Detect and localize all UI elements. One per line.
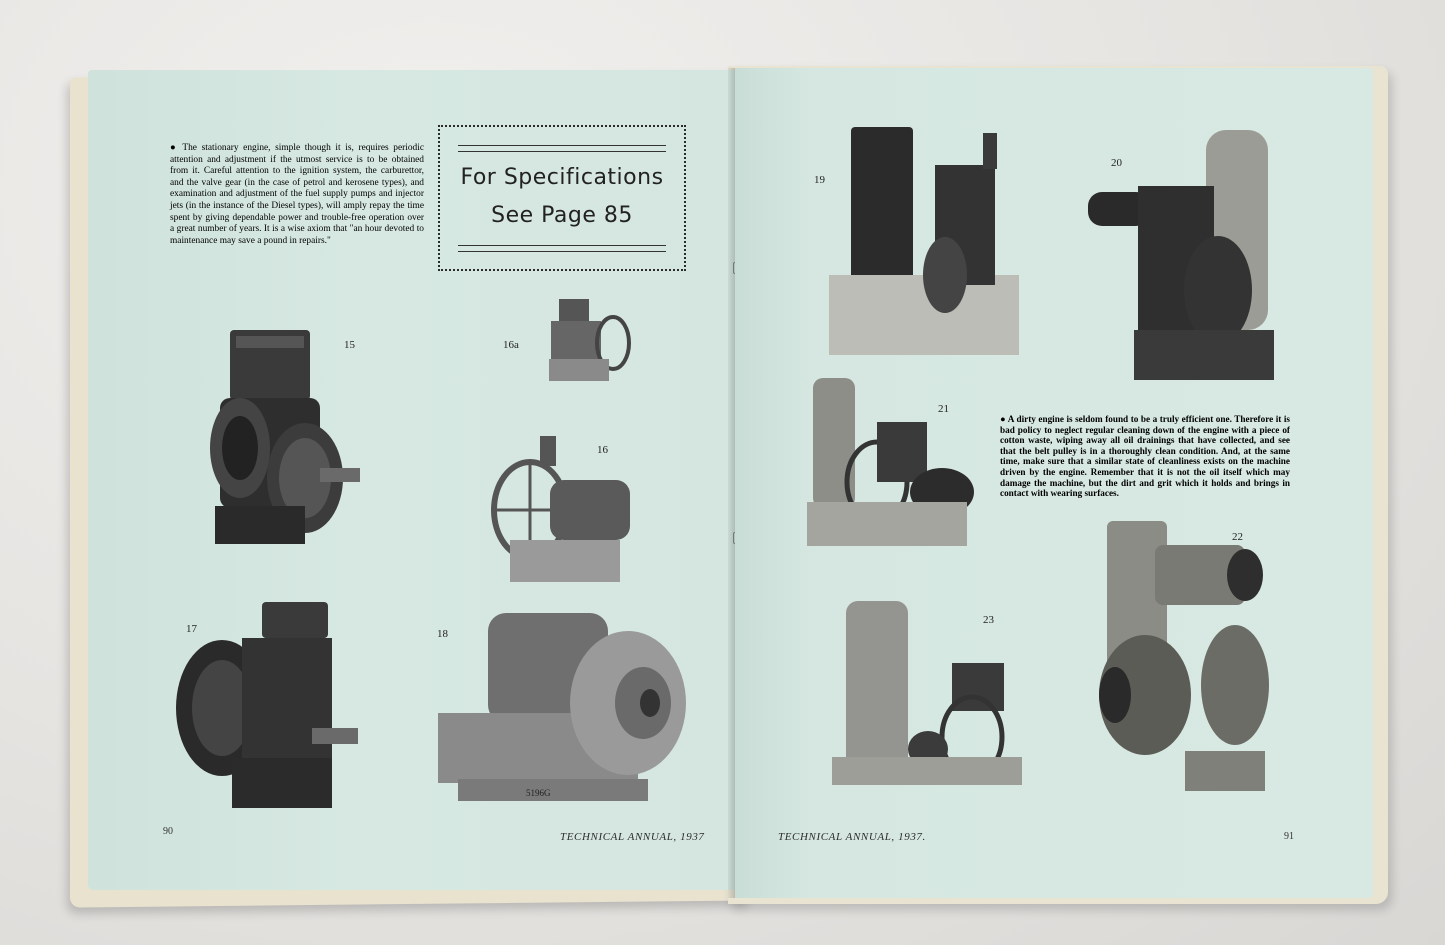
figure-number-15: 15 [344, 339, 355, 351]
right-folio: 91 [1284, 831, 1294, 842]
engine-figure-15 [190, 318, 370, 548]
left-running-head: TECHNICAL ANNUAL, 1937 [560, 831, 705, 843]
figure-number-16a: 16a [503, 339, 519, 351]
spec-box-line-2: See Page 85 [491, 203, 633, 228]
figure-number-21: 21 [938, 403, 949, 415]
engine-figure-20 [1088, 130, 1283, 385]
right-running-head: TECHNICAL ANNUAL, 1937. [778, 831, 926, 843]
maintenance-paragraph: ● The stationary engine, simple though it is, requires periodic attention and adjustment if the utmost service is to be obtained from it. Careful attention to the ignition system, the carburettor, and the valve gear (in the case of petrol and kerosene types), and examination and adjustment of the fuel supply pumps and injector jets (in the instance of the Diesel types), will amply repay the time spent by giving dependable power and trouble-free operation over a great number of years. It is a wise axiom that "an hour devoted to maintenance may save a pound in repairs." [170, 143, 424, 246]
left-folio: 90 [163, 826, 173, 837]
engine-figure-21 [807, 372, 987, 552]
spec-box-line-1: For Specifications [460, 165, 664, 190]
figure-number-17: 17 [186, 623, 197, 635]
engine-figure-18 [428, 603, 698, 808]
figure-number-22: 22 [1232, 531, 1243, 543]
figure-number-23: 23 [983, 614, 994, 626]
engine-figure-16 [490, 430, 640, 590]
engine-figure-16a [545, 293, 635, 388]
cleanliness-paragraph: ● A dirty engine is seldom found to be a truly efficient one. Therefore it is bad policy to neglect regular cleaning down of the engine with a piece of cotton waste, wiping away all oil drainings that have collected, and see that the belt pulley is in a thoroughly clean condition. And, at the same time, make sure that a similar state of cleanliness exists on the machine driven by the engine. Remember that it is not the oil itself which may damage the machine, but the dirt and grit which it holds and brings in contact with wearing surfaces. [1000, 414, 1290, 499]
engine-figure-19 [825, 125, 1025, 360]
specifications-box [438, 125, 686, 271]
figure-number-19: 19 [814, 174, 825, 186]
engine-plate-number: 5196G [526, 788, 551, 798]
figure-number-20: 20 [1111, 157, 1122, 169]
engine-figure-23 [832, 597, 1027, 787]
figure-number-16: 16 [597, 444, 608, 456]
figure-number-18: 18 [437, 628, 448, 640]
engine-figure-17 [172, 598, 362, 813]
engine-figure-22 [1095, 515, 1275, 795]
